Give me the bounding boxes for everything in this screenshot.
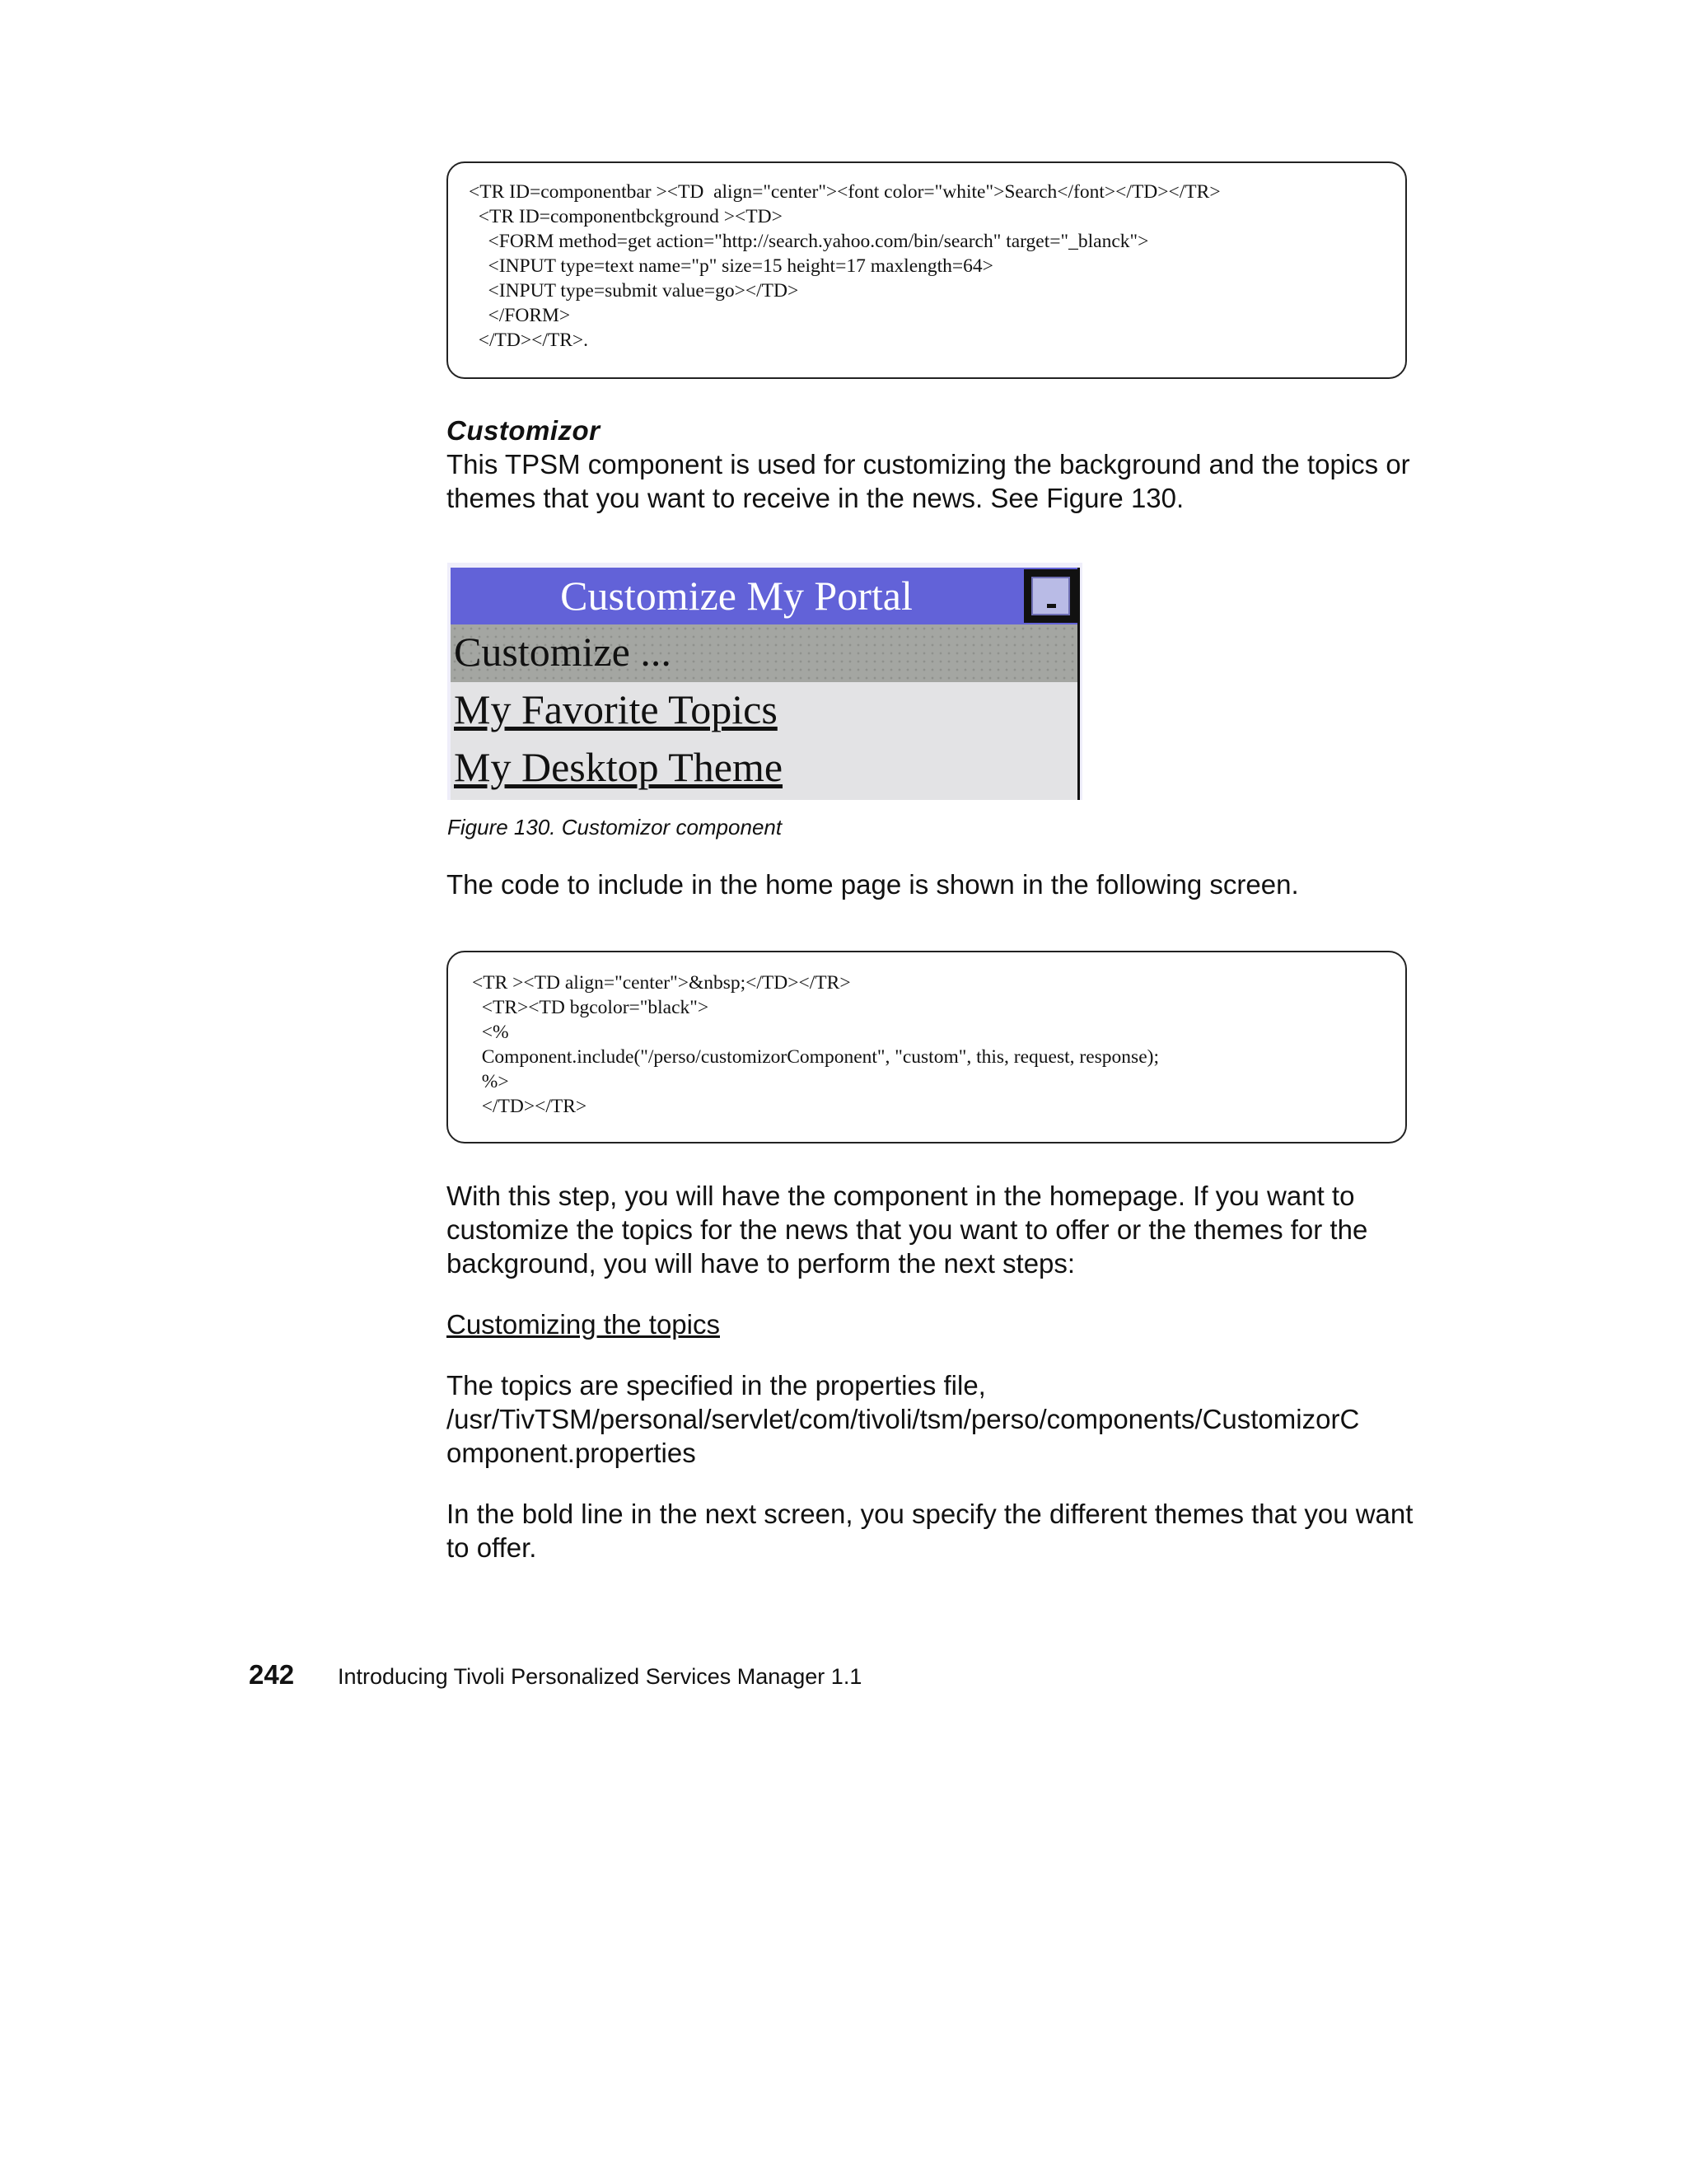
paragraph-code-intro: The code to include in the home page is shown in the following screen.	[446, 869, 1299, 900]
code-line: <TR ID=componentbckground ><TD>	[469, 206, 783, 227]
menu-item-desktop-theme[interactable]	[451, 740, 1077, 797]
paragraph-properties-file	[446, 1368, 1418, 1470]
code-block-include	[446, 951, 1407, 1143]
book-title: Introducing Tivoli Personalized Services Manager 1.1	[338, 1664, 862, 1689]
figure-caption: Figure 130. Customizor component	[447, 815, 783, 839]
menu-item-label: My Favorite Topics	[454, 686, 778, 732]
page-number: 242	[249, 1659, 295, 1690]
code-line: <FORM method=get action="http://search.yahoo.com/bin/search" target="_blanck">	[469, 231, 1149, 252]
widget-titlebar	[451, 568, 1077, 624]
code-line: <INPUT type=text name="p" size=15 height=17 maxlength=64>	[469, 255, 993, 277]
code-line: <INPUT type=submit value=go></TD>	[469, 280, 799, 302]
code-block-search-form	[446, 161, 1407, 379]
properties-path: /usr/TivTSM/personal/servlet/com/tivoli/tsm/perso/components/CustomizorC	[446, 1404, 1360, 1434]
properties-path-continued: omponent.properties	[446, 1438, 696, 1468]
code-line: <TR><TD bgcolor="black">	[472, 997, 709, 1018]
minimize-button[interactable]	[1024, 569, 1077, 623]
code-line: </TD></TR>	[472, 1096, 587, 1117]
menu-item-favorite-topics[interactable]	[451, 682, 1077, 740]
paragraph-bold-line: In the bold line in the next screen, you specify the different themes that you want to offer.	[446, 1499, 1414, 1563]
menu-item-customize[interactable]	[451, 624, 1077, 682]
figure-customizor	[447, 563, 1082, 800]
code-line: </TD></TR>.	[469, 330, 589, 351]
menu-item-label: My Desktop Theme	[454, 744, 783, 790]
subheading-customizing-topics: Customizing the topics	[446, 1309, 720, 1340]
code-line: <%	[472, 1022, 509, 1043]
code-lines	[448, 163, 1405, 353]
widget-title: Customize My Portal	[560, 573, 913, 619]
code-line: <TR ID=componentbar ><TD align="center"><font color="white">Search</font></TD></TR>	[469, 181, 1221, 203]
customizor-widget	[451, 568, 1080, 800]
code-line: <TR ><TD align="center">&nbsp;</TD></TR>	[472, 972, 851, 994]
minimize-icon	[1031, 577, 1070, 615]
code-lines	[448, 952, 1405, 1119]
code-line: %>	[472, 1071, 509, 1092]
code-line: </FORM>	[469, 305, 571, 326]
code-line: Component.include("/perso/customizorComponent", "custom", this, request, response);	[472, 1046, 1159, 1068]
properties-text: The topics are specified in the properties file,	[446, 1370, 986, 1401]
menu-item-label: Customize ...	[454, 629, 671, 675]
section-intro: This TPSM component is used for customizing the background and the topics or themes that you want to receive in the news. See Figure 130.	[446, 449, 1410, 513]
section-heading: Customizor	[446, 415, 600, 446]
paragraph-step-intro: With this step, you will have the component in the homepage. If you want to customize the topics for the news that you want to offer or the themes for the background, you will have to perform the next steps:	[446, 1181, 1368, 1279]
